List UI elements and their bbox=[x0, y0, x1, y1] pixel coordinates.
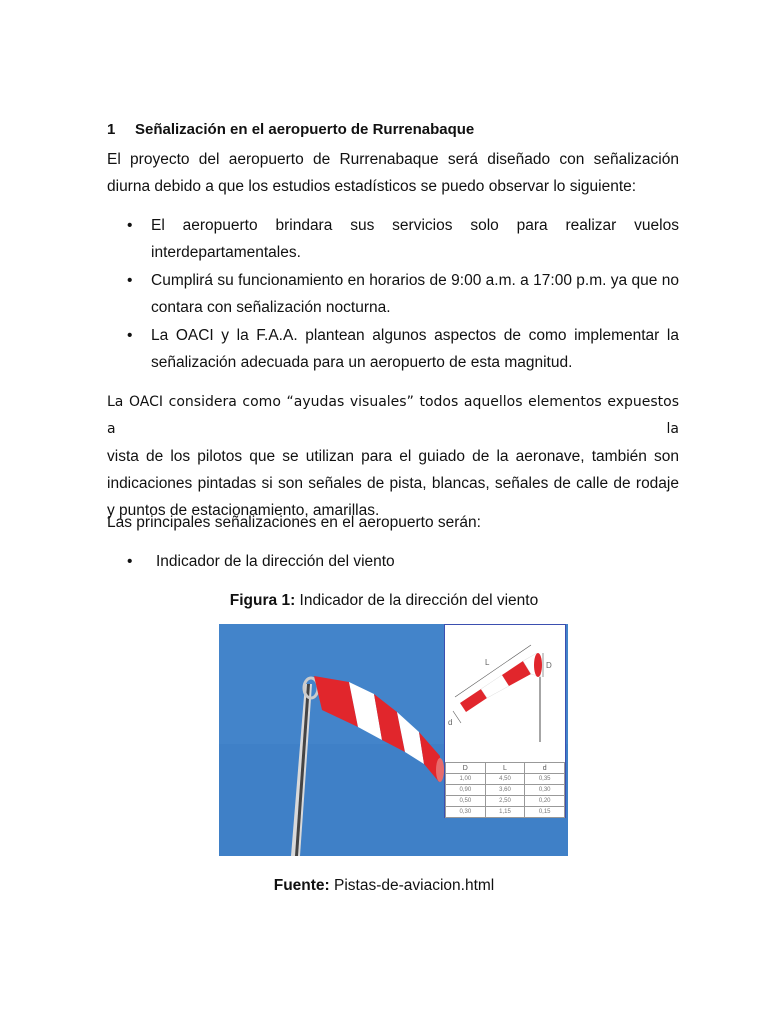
table-header-row: D L d bbox=[446, 763, 565, 774]
intro-paragraph: El proyecto del aeropuerto de Rurrenabaque será diseñado con señalización diurna debido a que los estudios estadísticos se puedo observar lo siguiente: bbox=[107, 151, 679, 195]
windsock-figure bbox=[219, 624, 568, 856]
section-heading bbox=[107, 121, 474, 138]
diameter-label: D bbox=[546, 661, 552, 670]
figure-caption-label: Figura 1: bbox=[229, 592, 296, 609]
oaci-first-line: La OACI considera como “ayudas visuales” todos aquellos elementos expuestos a la bbox=[107, 394, 679, 437]
section-number: 1 bbox=[107, 121, 116, 138]
list-item: • Indicador de la dirección del viento bbox=[107, 548, 679, 575]
dimensions-table bbox=[445, 762, 565, 818]
figure-caption bbox=[0, 592, 768, 610]
source-label: Fuente: bbox=[273, 877, 330, 894]
signals-list bbox=[107, 548, 679, 576]
table-row: 0,90 3,60 0,30 bbox=[446, 785, 565, 796]
conditions-list bbox=[107, 212, 679, 377]
small-diameter-label: d bbox=[448, 718, 453, 727]
source-text: Pistas-de-aviacion.html bbox=[329, 877, 495, 894]
bullet-icon: • bbox=[127, 217, 133, 234]
bullet-icon: • bbox=[127, 553, 133, 570]
figure-source bbox=[0, 877, 768, 895]
dimension-drawing bbox=[445, 625, 564, 761]
dimension-diagram bbox=[444, 624, 566, 818]
oaci-paragraph bbox=[107, 389, 679, 524]
section-title: Señalización en el aeropuerto de Rurrenabaque bbox=[135, 121, 475, 138]
principal-paragraph: Las principales señalizaciones en el aeropuerto serán: bbox=[107, 514, 481, 531]
list-item: • Cumplirá su funcionamiento en horarios de 9:00 a.m. a 17:00 p.m. ya que no contara con señalización nocturna. bbox=[107, 267, 679, 321]
table-row: 0,50 2,50 0,20 bbox=[446, 796, 565, 807]
list-item: • El aeropuerto brindara sus servicios solo para realizar vuelos interdepartamentales. bbox=[107, 212, 679, 266]
bullet-icon: • bbox=[127, 327, 133, 344]
oaci-rest: vista de los pilotos que se utilizan para el guiado de la aeronave, también son indicaciones pintadas si son señales de pista, blancas, señales de calle de rodaje y puntos de estacionamiento, amarillas. bbox=[107, 448, 679, 519]
table-row: 0,30 1,15 0,15 bbox=[446, 807, 565, 818]
figure-caption-text: Indicador de la dirección del viento bbox=[295, 592, 539, 609]
table-row: 1,00 4,50 0,35 bbox=[446, 774, 565, 785]
length-label: L bbox=[485, 658, 490, 667]
bullet-icon: • bbox=[127, 272, 133, 289]
list-item: • La OACI y la F.A.A. plantean algunos aspectos de como implementar la señalización adecuada para un aeropuerto de esta magnitud. bbox=[107, 322, 679, 376]
